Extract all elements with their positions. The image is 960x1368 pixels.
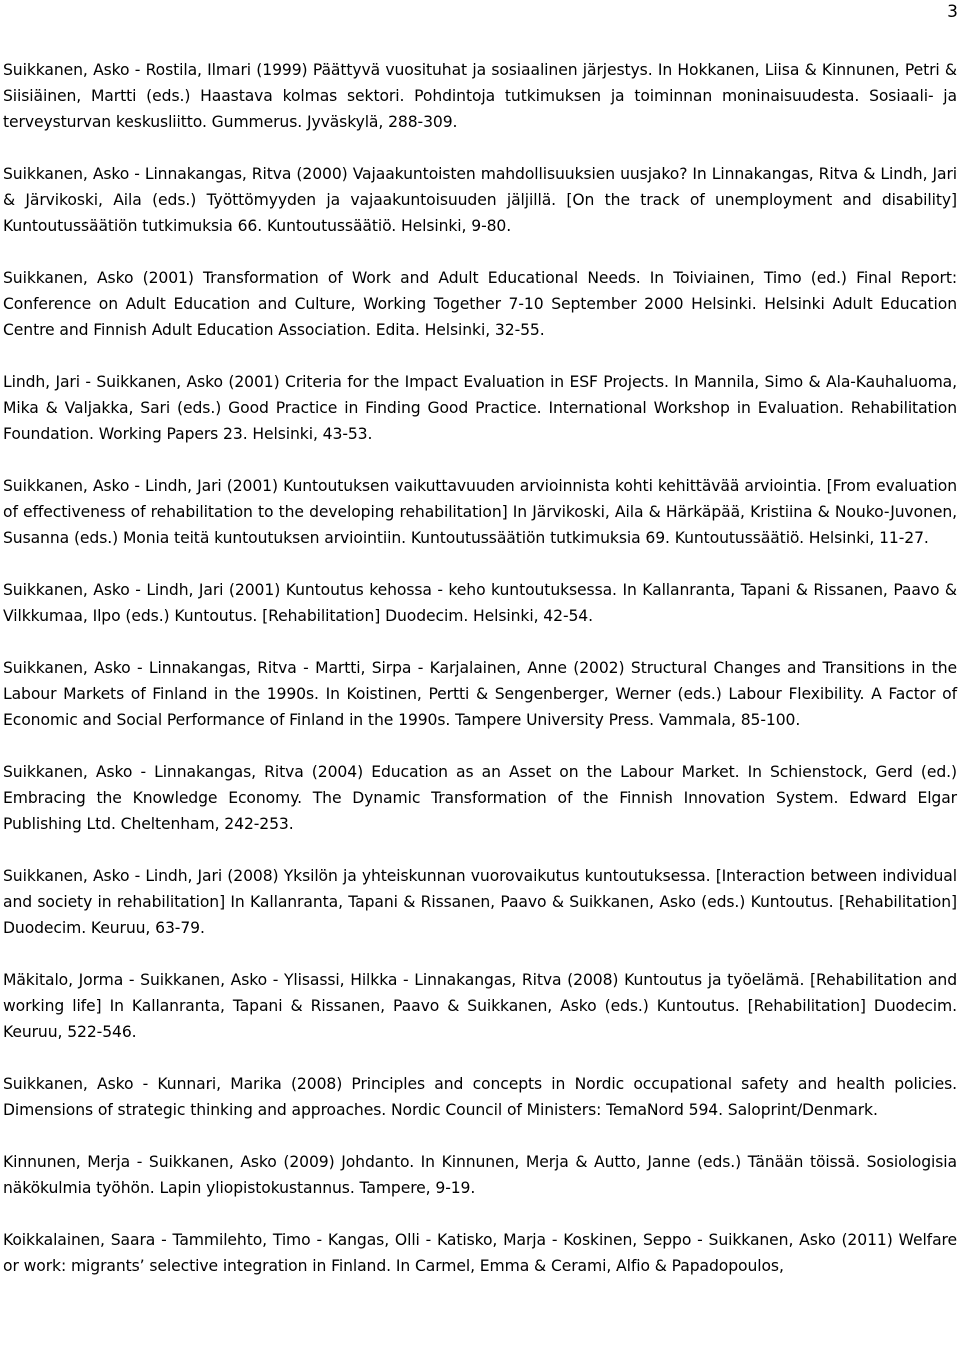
reference-entry: Mäkitalo, Jorma - Suikkanen, Asko - Ylisassi, Hilkka - Linnakangas, Ritva (2008) Kuntoutus ja työelämä. [Rehabilitation and working life] In Kallanranta, Tapani & Rissanen, Paavo & Suikkanen, Asko (eds.) Kuntoutus. [Rehabilitation] Duodecim. Keuruu, 522-546. bbox=[3, 971, 957, 1041]
reference-entry: Suikkanen, Asko - Kunnari, Marika (2008) Principles and concepts in Nordic occupational safety and health policies. Dimensions of strategic thinking and approaches. Nordic Council of Ministers: TemaNord 594. Saloprint/Denmark. bbox=[3, 1075, 957, 1119]
reference-entry: Kinnunen, Merja - Suikkanen, Asko (2009) Johdanto. In Kinnunen, Merja & Autto, Janne (eds.) Tänään töissä. Sosiologisia näkökulmia työhön. Lapin yliopistokustannus. Tampere, 9-19. bbox=[3, 1153, 957, 1197]
reference-entry: Lindh, Jari - Suikkanen, Asko (2001) Criteria for the Impact Evaluation in ESF Projects. In Mannila, Simo & Ala-Kauhaluoma, Mika & Valjakka, Sari (eds.) Good Practice in Finding Good Practice. International Workshop in Evaluation. Rehabilitation Foundation. Working Papers 23. Helsinki, 43-53. bbox=[3, 373, 957, 443]
reference-entry: Suikkanen, Asko - Linnakangas, Ritva (2004) Education as an Asset on the Labour Market. In Schienstock, Gerd (ed.) Embracing the Knowledge Economy. The Dynamic Transformation of the Finnish Innovation System. Edward Elgar Publishing Ltd. Cheltenham, 242-253. bbox=[3, 763, 957, 833]
reference-entry: Suikkanen, Asko - Lindh, Jari (2001) Kuntoutuksen vaikuttavuuden arvioinnista kohti kehittävää arviointia. [From evaluation of effectiveness of rehabilitation to the developing rehabilitation] In Järvikoski, Aila & Härkäpää, Kristiina & Nouko-Juvonen, Susanna (eds.) Monia teitä kuntoutuksen arviointiin. Kuntoutussäätiön tutkimuksia 69. Kuntoutussäätiö. Helsinki, 11-27. bbox=[3, 477, 957, 547]
reference-entry: Koikkalainen, Saara - Tammilehto, Timo - Kangas, Olli - Katisko, Marja - Koskinen, Seppo - Suikkanen, Asko (2011) Welfare or work: migrants’ selective integration in Finland. In Carmel, Emma & Cerami, Alfio & Papadopoulos, bbox=[3, 1231, 957, 1275]
reference-entry: Suikkanen, Asko - Linnakangas, Ritva - Martti, Sirpa - Karjalainen, Anne (2002) Structural Changes and Transitions in the Labour Markets of Finland in the 1990s. In Koistinen, Pertti & Sengenberger, Werner (eds.) Labour Flexibility. A Factor of Economic and Social Performance of Finland in the 1990s. Tampere University Press. Vammala, 85-100. bbox=[3, 659, 957, 729]
reference-entry: Suikkanen, Asko - Rostila, Ilmari (1999) Päättyvä vuosituhat ja sosiaalinen järjestys. In Hokkanen, Liisa & Kinnunen, Petri & Siisiäinen, Martti (eds.) Haastava kolmas sektori. Pohdintoja tutkimuksen ja toiminnan moninaisuudesta. Sosiaali- ja terveysturvan keskusliitto. Gummerus. Jyväskylä, 288-309. bbox=[3, 61, 957, 131]
reference-entry: Suikkanen, Asko (2001) Transformation of Work and Adult Educational Needs. In Toiviainen, Timo (ed.) Final Report: Conference on Adult Education and Culture, Working Together 7-10 September 2000 Helsinki. Helsinki Adult Education Centre and Finnish Adult Education Association. Edita. Helsinki, 32-55. bbox=[3, 269, 957, 339]
reference-entry: Suikkanen, Asko - Lindh, Jari (2008) Yksilön ja yhteiskunnan vuorovaikutus kuntoutuksessa. [Interaction between individual and society in rehabilitation] In Kallanranta, Tapani & Rissanen, Paavo & Suikkanen, Asko (eds.) Kuntoutus. [Rehabilitation] Duodecim. Keuruu, 63-79. bbox=[3, 867, 957, 937]
reference-entry: Suikkanen, Asko - Lindh, Jari (2001) Kuntoutus kehossa - keho kuntoutuksessa. In Kallanranta, Tapani & Rissanen, Paavo & Vilkkumaa, Ilpo (eds.) Kuntoutus. [Rehabilitation] Duodecim. Helsinki, 42-54. bbox=[3, 581, 957, 625]
page-number: 3 bbox=[947, 2, 958, 22]
reference-list bbox=[3, 57, 957, 1279]
reference-entry: Suikkanen, Asko - Linnakangas, Ritva (2000) Vajaakuntoisten mahdollisuuksien uusjako? In Linnakangas, Ritva & Lindh, Jari & Järvikoski, Aila (eds.) Työttömyyden ja vajaakuntoisuuden jäljillä. [On the track of unemployment and disability] Kuntoutussäätiön tutkimuksia 66. Kuntoutussäätiö. Helsinki, 9-80. bbox=[3, 165, 957, 235]
